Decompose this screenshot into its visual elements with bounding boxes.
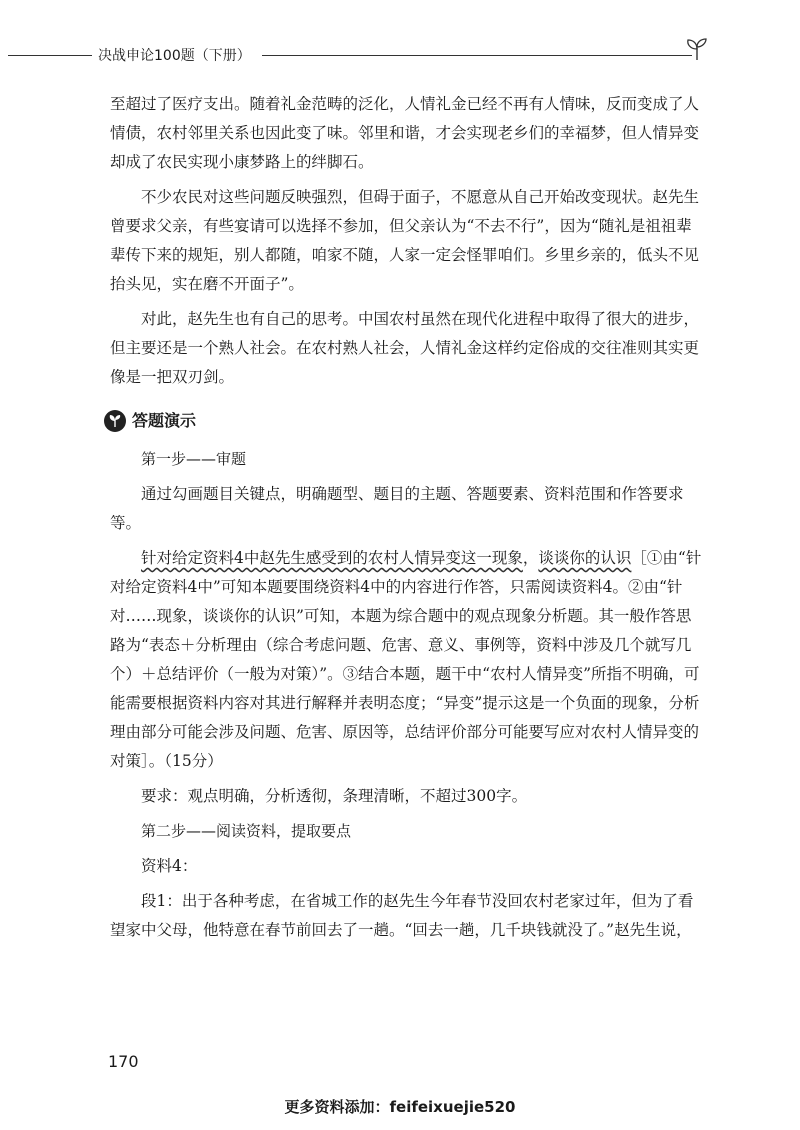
header-rule-right [262, 55, 692, 56]
running-header [0, 40, 800, 70]
step-title: 第一步——审题 [141, 450, 247, 468]
step-title: 第二步——阅读资料，提取要点 [141, 822, 352, 840]
sprout-icon [684, 36, 710, 62]
question-text-underlined: 谈谈你的认识 [538, 549, 632, 567]
requirement: 要求：观点明确，分析透彻，条理清晰，不超过300字。 [141, 787, 528, 805]
step-intro: 通过勾画题目关键点，明确题型、题目的主题、答题要素、资料范围和作答要求等。 [110, 485, 684, 532]
question-text-underlined: 针对给定资料4中赵先生感受到的农村人情异变这一现象 [141, 549, 523, 567]
section-heading [104, 406, 706, 435]
question-separator: ， [522, 549, 539, 567]
material-label: 资料4： [141, 857, 198, 875]
question-analysis [110, 544, 706, 776]
book-title: 决战申论100题（下册） [98, 48, 251, 64]
material-paragraph: 段1：出于各种考虑，在省城工作的赵先生今年春节没回农村老家过年，但为了看望家中父母，他特意在春节前回去了一趟。“回去一趟，几千块钱就没了。”赵先生说， [110, 892, 694, 939]
leaf-badge-icon [104, 410, 126, 432]
analysis-text: ［①由“针对给定资料4中”可知本题要围绕资料4中的内容进行作答，只需阅读资料4。②由“针对……现象，谈谈你的认识”可知，本题为综合题中的观点现象分析题。其一般作答思路为“表态＋分析理由（综合考虑问题、危害、意义、事例等，资料中涉及几个就写几个）＋总结评价（一般为对策）”。③结合本题，题干中“农村人情异变”所指不明确，可能需要根据资料内容对其进行解释并表明态度；“异变”提示这是一个负面的现象，分析理由部分可能会涉及问题、危害、原因等，总结评价部分可能要写应对农村人情异变的对策］。（15分） [110, 549, 702, 770]
paragraph: 不少农民对这些问题反映强烈，但碍于面子，不愿意从自己开始改变现状。赵先生曾要求父亲，有些宴请可以选择不参加，但父亲认为“不去不行”，因为“随礼是祖祖辈辈传下来的规矩，别人都随，咱家不随，人家一定会怪罪咱们。乡里乡亲的，低头不见抬头见，实在磨不开面子”。 [110, 188, 700, 293]
header-rule-left [8, 55, 92, 56]
page-number: 170 [108, 1052, 139, 1071]
section-title: 答题演示 [132, 411, 197, 430]
paragraph: 对此，赵先生也有自己的思考。中国农村虽然在现代化进程中取得了很大的进步，但主要还是一个熟人社会。在农村熟人社会，人情礼金这样约定俗成的交往准则其实更像是一把双刃剑。 [110, 310, 700, 386]
footer-note: 更多资料添加：feifeixuejie520 [284, 1098, 516, 1116]
page-body [110, 90, 706, 945]
paragraph-continued: 至超过了医疗支出。随着礼金范畴的泛化，人情礼金已经不再有人情味，反而变成了人情债，农村邻里关系也因此变了味。邻里和谐，才会实现老乡们的幸福梦，但人情异变却成了农民实现小康梦路上的绊脚石。 [110, 95, 700, 171]
